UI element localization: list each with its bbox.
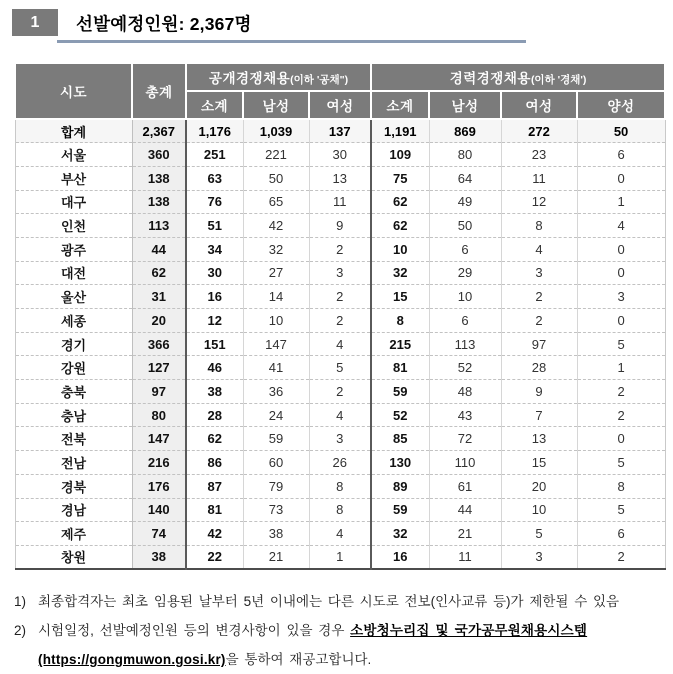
value-cell: 10	[429, 285, 501, 309]
value-cell: 97	[501, 332, 577, 356]
value-cell: 110	[429, 451, 501, 475]
value-cell: 11	[309, 190, 371, 214]
value-cell: 51	[186, 214, 243, 238]
value-cell: 41	[243, 356, 309, 380]
value-cell: 147	[132, 427, 186, 451]
value-cell: 8	[371, 309, 429, 333]
value-cell: 251	[186, 143, 243, 167]
region-cell: 충북	[15, 380, 132, 404]
footnote-2	[14, 616, 664, 674]
value-cell: 75	[371, 166, 429, 190]
value-cell: 6	[577, 522, 665, 546]
value-cell: 29	[429, 261, 501, 285]
value-cell: 44	[132, 237, 186, 261]
value-cell: 5	[501, 522, 577, 546]
value-cell: 8	[501, 214, 577, 238]
value-cell: 5	[577, 332, 665, 356]
col-header-career-subtotal: 소계	[371, 91, 429, 119]
table-row	[15, 309, 665, 333]
region-cell: 경남	[15, 498, 132, 522]
table-row	[15, 285, 665, 309]
value-cell: 38	[243, 522, 309, 546]
region-cell: 충남	[15, 403, 132, 427]
value-cell: 7	[501, 403, 577, 427]
value-cell: 30	[309, 143, 371, 167]
col-header-career-male: 남성	[429, 91, 501, 119]
value-cell: 8	[309, 474, 371, 498]
value-cell: 13	[501, 427, 577, 451]
value-cell: 15	[501, 451, 577, 475]
value-cell: 2	[577, 403, 665, 427]
value-cell: 38	[186, 380, 243, 404]
value-cell: 59	[243, 427, 309, 451]
value-cell: 4	[577, 214, 665, 238]
value-cell: 1	[309, 545, 371, 569]
table-row	[15, 451, 665, 475]
footnote-1	[14, 587, 664, 616]
value-cell: 0	[577, 237, 665, 261]
value-cell: 74	[132, 522, 186, 546]
value-cell: 6	[429, 309, 501, 333]
table-row	[15, 380, 665, 404]
value-cell: 151	[186, 332, 243, 356]
value-cell: 21	[243, 545, 309, 569]
value-cell: 6	[429, 237, 501, 261]
value-cell: 89	[371, 474, 429, 498]
value-cell: 36	[243, 380, 309, 404]
value-cell: 52	[371, 403, 429, 427]
value-cell: 72	[429, 427, 501, 451]
value-cell: 38	[132, 545, 186, 569]
career-group-label: 경력경쟁채용	[449, 71, 531, 86]
value-cell: 50	[577, 119, 665, 143]
table-row	[15, 498, 665, 522]
value-cell: 32	[371, 261, 429, 285]
value-cell: 46	[186, 356, 243, 380]
value-cell: 137	[309, 119, 371, 143]
value-cell: 176	[132, 474, 186, 498]
value-cell: 16	[186, 285, 243, 309]
region-cell: 창원	[15, 545, 132, 569]
value-cell: 2	[309, 380, 371, 404]
table-body	[15, 119, 665, 569]
footnote-2-suffix: 을 통하여 재공고합니다.	[225, 652, 372, 668]
value-cell: 2	[501, 309, 577, 333]
value-cell: 62	[186, 427, 243, 451]
value-cell: 138	[132, 190, 186, 214]
value-cell: 1,191	[371, 119, 429, 143]
region-cell: 경기	[15, 332, 132, 356]
col-header-career-both: 양성	[577, 91, 665, 119]
footnote-2-link-url[interactable]: (https://gongmuwon.gosi.kr)	[38, 652, 226, 668]
title-underline	[57, 40, 526, 43]
value-cell: 2	[309, 237, 371, 261]
value-cell: 31	[132, 285, 186, 309]
table-row	[15, 427, 665, 451]
value-cell: 13	[309, 166, 371, 190]
open-group-sublabel: (이하 '공채")	[290, 74, 349, 86]
table-row	[15, 166, 665, 190]
value-cell: 0	[577, 261, 665, 285]
value-cell: 5	[577, 451, 665, 475]
value-cell: 3	[577, 285, 665, 309]
value-cell: 4	[309, 332, 371, 356]
value-cell: 65	[243, 190, 309, 214]
value-cell: 97	[132, 380, 186, 404]
col-header-open-male: 남성	[243, 91, 309, 119]
footnote-1-text: 최종합격자는 최초 임용된 날부터 5년 이내에는 다른 시도로 전보(인사교류 등)가 제한될 수 있음	[38, 594, 620, 610]
career-group-sublabel: (이하 '경채')	[530, 74, 587, 86]
value-cell: 5	[577, 498, 665, 522]
region-cell: 서울	[15, 143, 132, 167]
value-cell: 20	[132, 309, 186, 333]
value-cell: 3	[309, 427, 371, 451]
value-cell: 59	[371, 380, 429, 404]
value-cell: 2,367	[132, 119, 186, 143]
value-cell: 50	[243, 166, 309, 190]
region-cell: 합계	[15, 119, 132, 143]
value-cell: 15	[371, 285, 429, 309]
value-cell: 3	[309, 261, 371, 285]
value-cell: 113	[132, 214, 186, 238]
table-row	[15, 261, 665, 285]
region-cell: 전남	[15, 451, 132, 475]
value-cell: 140	[132, 498, 186, 522]
value-cell: 28	[186, 403, 243, 427]
value-cell: 0	[577, 309, 665, 333]
value-cell: 86	[186, 451, 243, 475]
table-row	[15, 474, 665, 498]
open-group-label: 공개경쟁채용	[208, 71, 291, 86]
value-cell: 76	[186, 190, 243, 214]
value-cell: 49	[429, 190, 501, 214]
value-cell: 59	[371, 498, 429, 522]
value-cell: 360	[132, 143, 186, 167]
value-cell: 23	[501, 143, 577, 167]
value-cell: 30	[186, 261, 243, 285]
region-cell: 전북	[15, 427, 132, 451]
value-cell: 1	[577, 356, 665, 380]
value-cell: 9	[501, 380, 577, 404]
value-cell: 87	[186, 474, 243, 498]
region-cell: 대구	[15, 190, 132, 214]
col-group-open-recruitment	[186, 63, 371, 91]
table-row-total	[15, 119, 665, 143]
value-cell: 81	[371, 356, 429, 380]
value-cell: 5	[309, 356, 371, 380]
value-cell: 0	[577, 166, 665, 190]
value-cell: 147	[243, 332, 309, 356]
value-cell: 8	[309, 498, 371, 522]
value-cell: 32	[371, 522, 429, 546]
value-cell: 10	[243, 309, 309, 333]
value-cell: 62	[371, 214, 429, 238]
region-cell: 부산	[15, 166, 132, 190]
value-cell: 2	[309, 285, 371, 309]
value-cell: 1,176	[186, 119, 243, 143]
value-cell: 9	[309, 214, 371, 238]
value-cell: 2	[577, 545, 665, 569]
value-cell: 4	[309, 403, 371, 427]
value-cell: 12	[501, 190, 577, 214]
col-header-career-female: 여성	[501, 91, 577, 119]
footnote-1-number: 1)	[14, 594, 27, 610]
value-cell: 62	[132, 261, 186, 285]
region-cell: 대전	[15, 261, 132, 285]
value-cell: 60	[243, 451, 309, 475]
value-cell: 1,039	[243, 119, 309, 143]
value-cell: 4	[309, 522, 371, 546]
value-cell: 61	[429, 474, 501, 498]
value-cell: 44	[429, 498, 501, 522]
value-cell: 8	[577, 474, 665, 498]
value-cell: 79	[243, 474, 309, 498]
value-cell: 130	[371, 451, 429, 475]
table-header	[15, 63, 665, 119]
value-cell: 52	[429, 356, 501, 380]
table-row	[15, 190, 665, 214]
value-cell: 215	[371, 332, 429, 356]
value-cell: 64	[429, 166, 501, 190]
value-cell: 11	[429, 545, 501, 569]
page-title: 선발예정인원: 2,367명	[76, 14, 252, 34]
value-cell: 43	[429, 403, 501, 427]
table-row	[15, 522, 665, 546]
value-cell: 80	[429, 143, 501, 167]
value-cell: 73	[243, 498, 309, 522]
value-cell: 11	[501, 166, 577, 190]
value-cell: 10	[501, 498, 577, 522]
selection-plan-table	[14, 62, 666, 570]
value-cell: 48	[429, 380, 501, 404]
value-cell: 12	[186, 309, 243, 333]
value-cell: 1	[577, 190, 665, 214]
footnote-2-text	[38, 616, 664, 674]
value-cell: 81	[186, 498, 243, 522]
footnote-2-number: 2)	[14, 623, 27, 639]
value-cell: 26	[309, 451, 371, 475]
value-cell: 80	[132, 403, 186, 427]
table-row	[15, 214, 665, 238]
value-cell: 4	[501, 237, 577, 261]
value-cell: 127	[132, 356, 186, 380]
value-cell: 6	[577, 143, 665, 167]
value-cell: 24	[243, 403, 309, 427]
value-cell: 42	[186, 522, 243, 546]
value-cell: 42	[243, 214, 309, 238]
region-cell: 제주	[15, 522, 132, 546]
value-cell: 109	[371, 143, 429, 167]
value-cell: 63	[186, 166, 243, 190]
table-row	[15, 237, 665, 261]
value-cell: 272	[501, 119, 577, 143]
footnote-2-link-sites: 소방청누리집 및 국가공무원채용시스템	[350, 623, 588, 639]
value-cell: 85	[371, 427, 429, 451]
value-cell: 366	[132, 332, 186, 356]
value-cell: 3	[501, 261, 577, 285]
value-cell: 50	[429, 214, 501, 238]
region-cell: 세종	[15, 309, 132, 333]
col-group-career-recruitment	[371, 63, 665, 91]
value-cell: 3	[501, 545, 577, 569]
table-row	[15, 356, 665, 380]
region-cell: 강원	[15, 356, 132, 380]
region-cell: 인천	[15, 214, 132, 238]
table-row	[15, 545, 665, 569]
value-cell: 221	[243, 143, 309, 167]
value-cell: 216	[132, 451, 186, 475]
table-row	[15, 403, 665, 427]
value-cell: 138	[132, 166, 186, 190]
value-cell: 113	[429, 332, 501, 356]
col-header-open-female: 여성	[309, 91, 371, 119]
section-number-badge: 1	[12, 9, 58, 36]
value-cell: 16	[371, 545, 429, 569]
value-cell: 2	[309, 309, 371, 333]
value-cell: 14	[243, 285, 309, 309]
value-cell: 27	[243, 261, 309, 285]
value-cell: 21	[429, 522, 501, 546]
value-cell: 62	[371, 190, 429, 214]
col-header-total: 총계	[132, 63, 186, 119]
value-cell: 20	[501, 474, 577, 498]
footnote-2-prefix: 시험일정, 선발예정인원 등의 변경사항이 있을 경우	[38, 623, 351, 639]
region-cell: 경북	[15, 474, 132, 498]
value-cell: 0	[577, 427, 665, 451]
region-cell: 울산	[15, 285, 132, 309]
table-row	[15, 332, 665, 356]
value-cell: 28	[501, 356, 577, 380]
value-cell: 32	[243, 237, 309, 261]
value-cell: 22	[186, 545, 243, 569]
value-cell: 869	[429, 119, 501, 143]
value-cell: 2	[501, 285, 577, 309]
region-cell: 광주	[15, 237, 132, 261]
col-header-open-subtotal: 소계	[186, 91, 243, 119]
value-cell: 34	[186, 237, 243, 261]
value-cell: 2	[577, 380, 665, 404]
footnotes	[14, 587, 664, 674]
section-header	[0, 0, 673, 54]
table-row	[15, 143, 665, 167]
col-header-region: 시도	[15, 63, 132, 119]
value-cell: 10	[371, 237, 429, 261]
